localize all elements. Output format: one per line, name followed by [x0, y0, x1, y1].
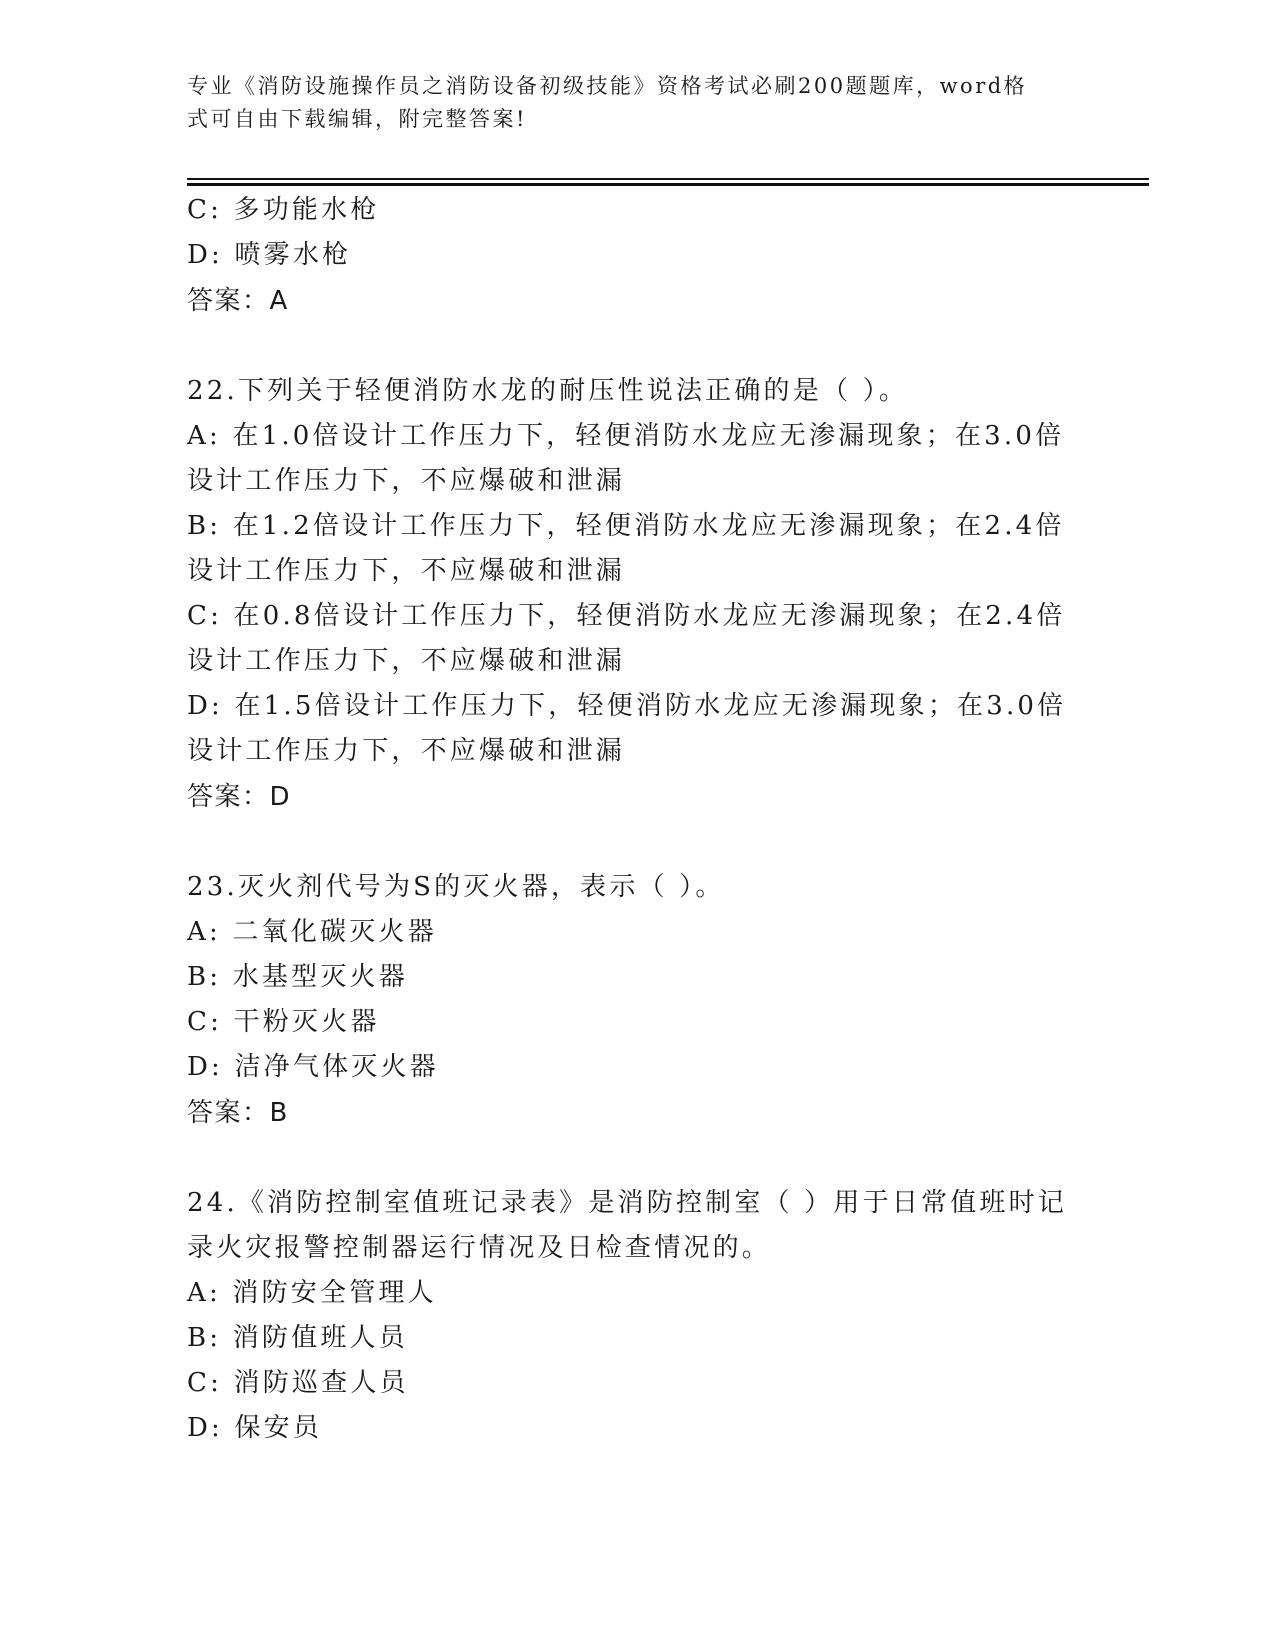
option-c: C: 消防巡查人员 — [187, 1368, 409, 1398]
option-d: D: 喷雾水枪 — [187, 240, 352, 270]
option-c: C: 多功能水枪 — [187, 195, 380, 225]
answer-line: 答案：D — [187, 782, 292, 812]
question-list — [187, 188, 1087, 1451]
document-header — [187, 70, 1067, 136]
option-c: C: 干粉灭火器 — [187, 1007, 380, 1037]
question-21 — [187, 188, 1087, 324]
option-d: D: 在1.5倍设计工作压力下，轻便消防水龙应无渗漏现象；在3.0倍 — [187, 691, 1067, 721]
question-23 — [187, 865, 1087, 1136]
question-spacer — [187, 820, 1087, 865]
option-b: B: 消防值班人员 — [187, 1323, 408, 1353]
option-a: A: 在1.0倍设计工作压力下，轻便消防水龙应无渗漏现象；在3.0倍 — [187, 421, 1065, 451]
header-rule-thick — [187, 183, 1149, 186]
header-rule-thin — [187, 178, 1149, 180]
question-spacer — [187, 1136, 1087, 1181]
option-b: B: 水基型灭火器 — [187, 962, 408, 992]
question-24 — [187, 1181, 1087, 1451]
question-stem: 24.《消防控制室值班记录表》是消防控制室（ ）用于日常值班时记 — [187, 1188, 1068, 1218]
answer-line: 答案：B — [187, 1098, 289, 1128]
question-stem-continued: 录火灾报警控制器运行情况及日检查情况的。 — [187, 1233, 772, 1263]
option-c: C: 在0.8倍设计工作压力下，轻便消防水龙应无渗漏现象；在2.4倍 — [187, 601, 1066, 631]
option-a: A: 二氧化碳灭火器 — [187, 917, 437, 947]
question-22 — [187, 369, 1087, 820]
header-line-1: 专业《消防设施操作员之消防设备初级技能》资格考试必刷200题题库，word格 — [187, 74, 1028, 98]
answer-line: 答案：A — [187, 286, 289, 316]
option-d: D: 洁净气体灭火器 — [187, 1052, 439, 1082]
question-stem: 22.下列关于轻便消防水龙的耐压性说法正确的是（ ）。 — [187, 376, 909, 406]
option-a: A: 消防安全管理人 — [187, 1278, 437, 1308]
question-spacer — [187, 324, 1087, 369]
option-c-continued: 设计工作压力下，不应爆破和泄漏 — [187, 646, 626, 676]
option-b-continued: 设计工作压力下，不应爆破和泄漏 — [187, 556, 626, 586]
header-line-2: 式可自由下载编辑，附完整答案! — [187, 107, 527, 131]
option-b: B: 在1.2倍设计工作压力下，轻便消防水龙应无渗漏现象；在2.4倍 — [187, 511, 1065, 541]
option-d: D: 保安员 — [187, 1413, 323, 1443]
option-a-continued: 设计工作压力下，不应爆破和泄漏 — [187, 466, 626, 496]
question-stem: 23.灭火剂代号为S的灭火器，表示（ ）。 — [187, 872, 725, 902]
option-d-continued: 设计工作压力下，不应爆破和泄漏 — [187, 736, 626, 766]
